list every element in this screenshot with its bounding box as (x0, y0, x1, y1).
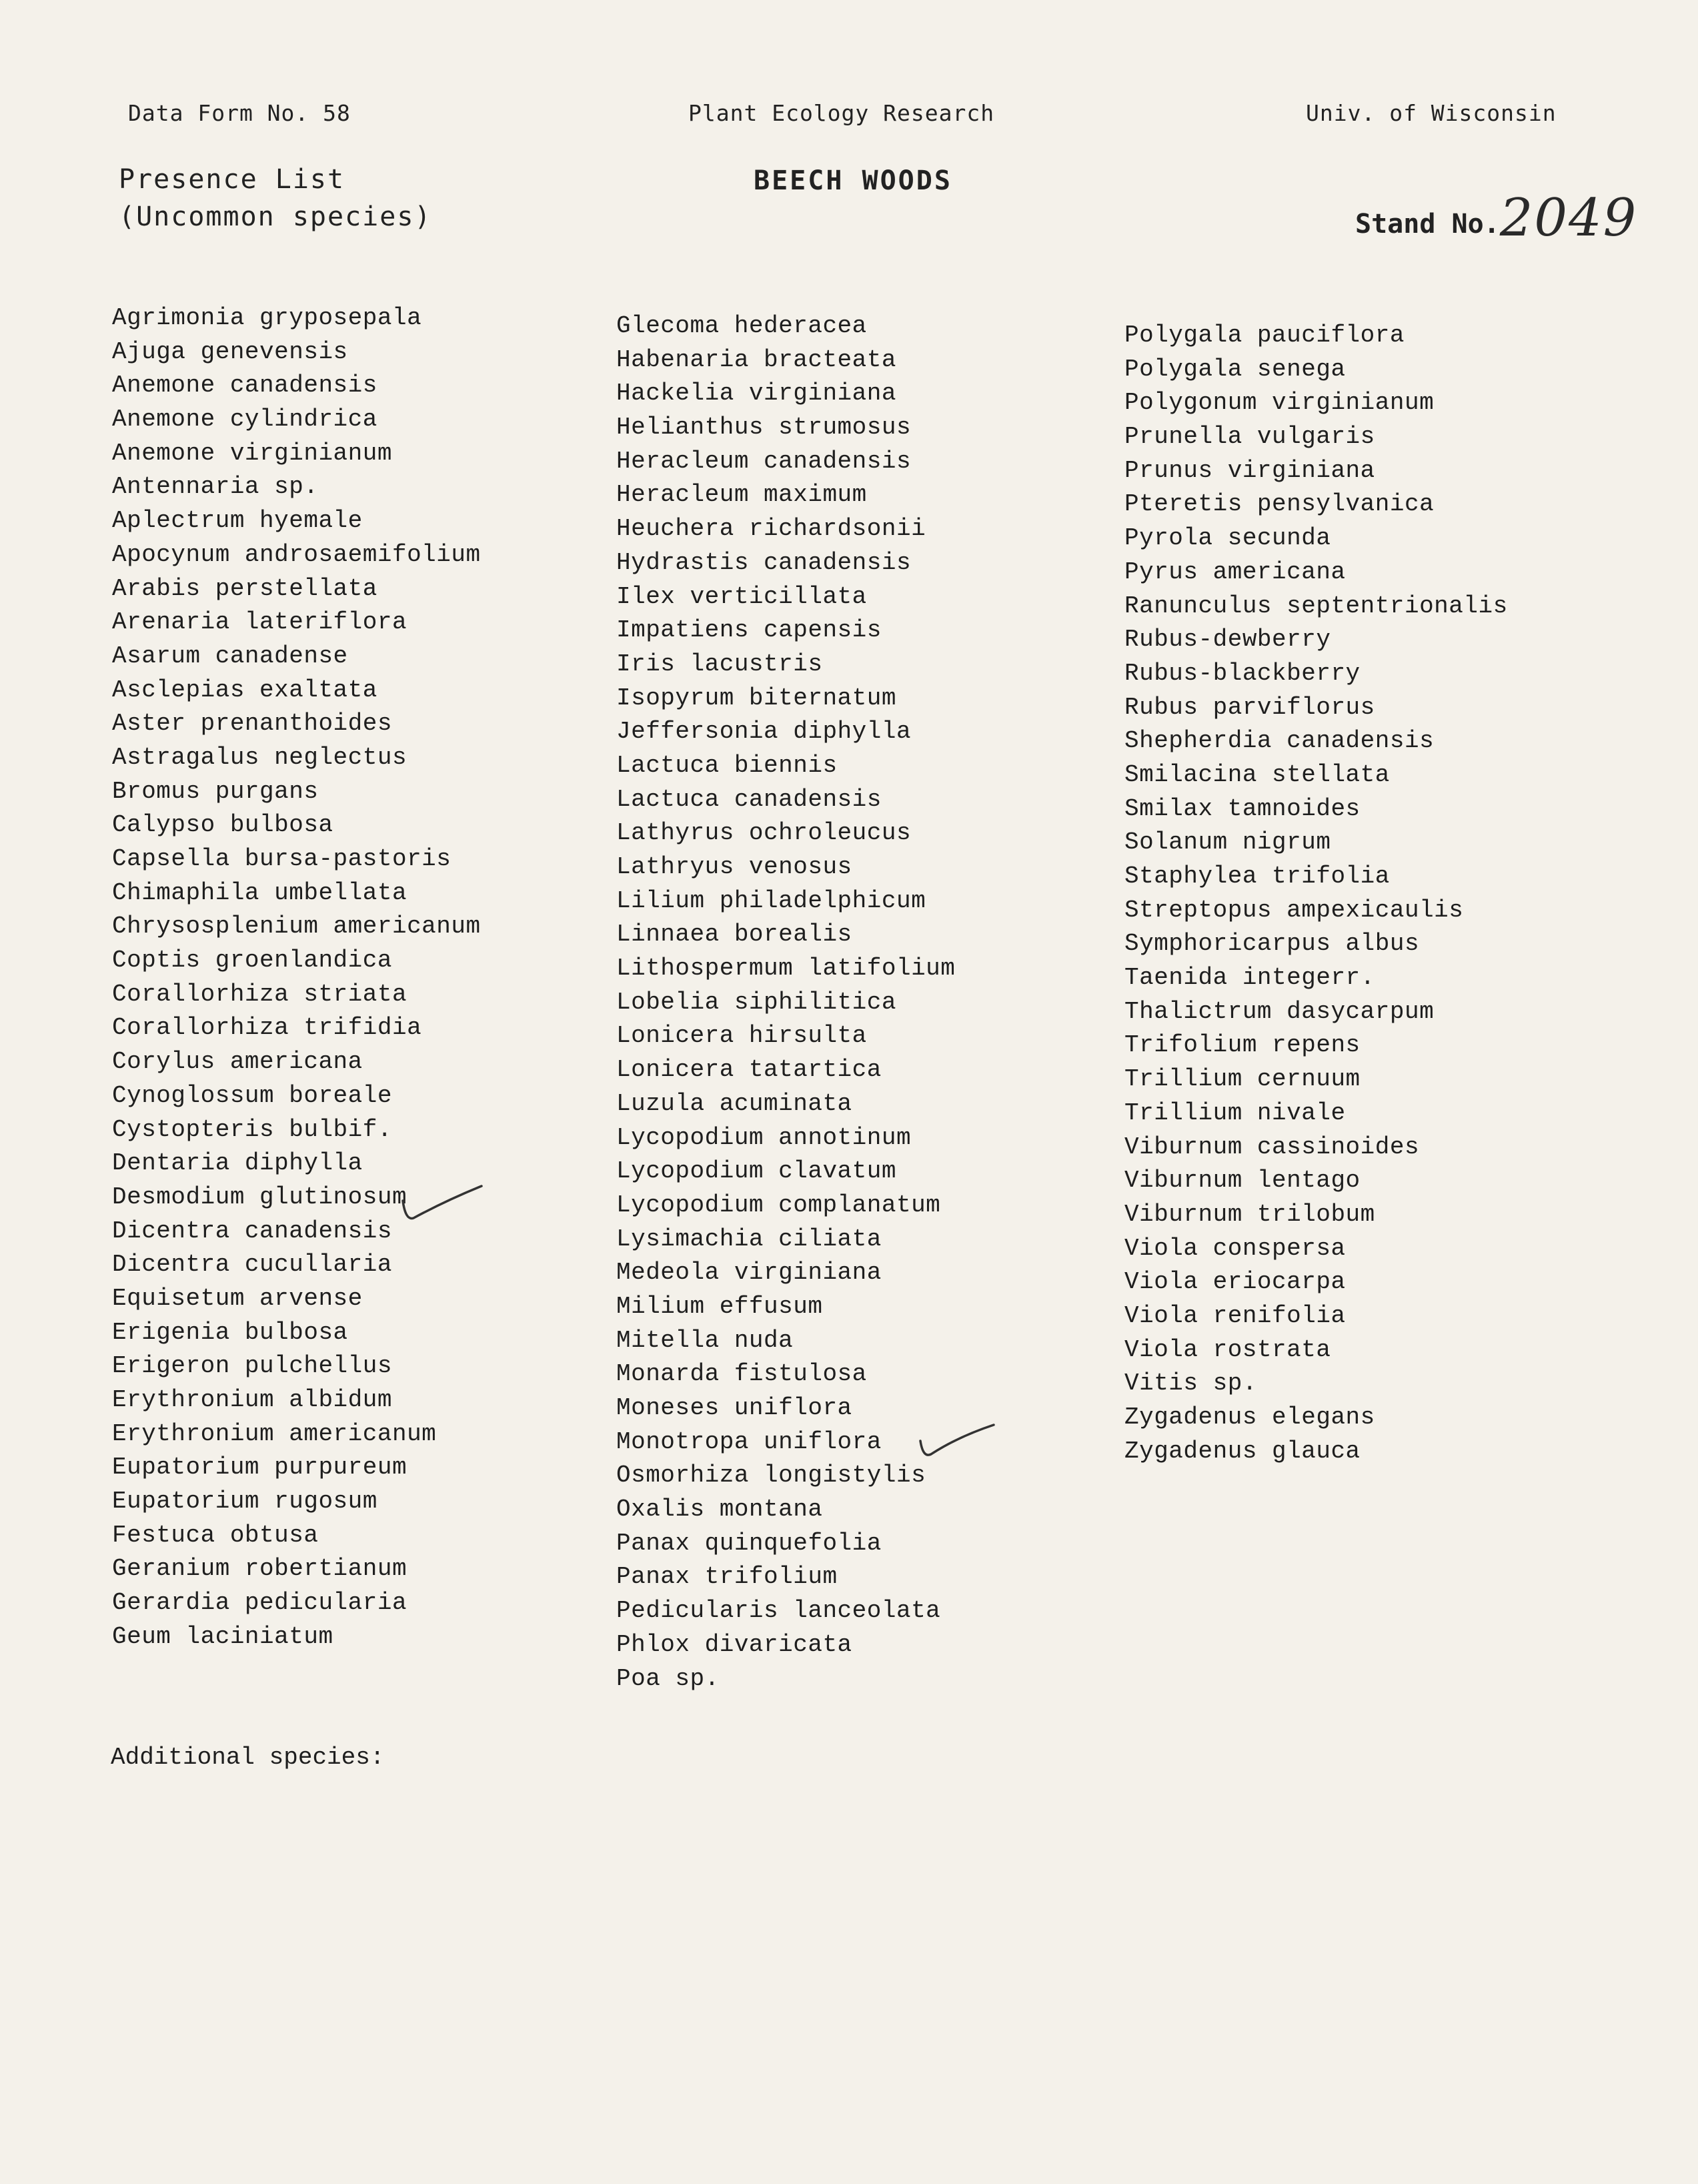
species-item: Asclepias exaltata (112, 676, 377, 704)
species-item: Monotropa uniflora (616, 1428, 882, 1456)
list-title: Presence List (119, 164, 345, 195)
species-item: Cystopteris bulbif. (112, 1115, 392, 1143)
species-column-3 (1124, 319, 1508, 1468)
check-mark-icon (918, 1421, 998, 1468)
species-item: Corallorhiza striata (112, 980, 407, 1008)
community-title: BEECH WOODS (754, 165, 952, 196)
species-item: Ilex verticillata (616, 582, 867, 610)
species-item: Solanum nigrum (1124, 829, 1331, 857)
species-item: Zygadenus glauca (1124, 1437, 1361, 1465)
species-item: Phlox divaricata (616, 1630, 852, 1658)
species-item: Astragalus neglectus (112, 743, 407, 771)
species-item: Pedicularis lanceolata (616, 1597, 941, 1625)
species-item: Cynoglossum boreale (112, 1081, 392, 1109)
species-item: Medeola virginiana (616, 1259, 882, 1287)
species-item: Calypso bulbosa (112, 811, 333, 839)
species-item: Erigenia bulbosa (112, 1318, 348, 1346)
stand-number-field (1355, 185, 1638, 248)
species-item: Apocynum androsaemifolium (112, 540, 481, 568)
stand-number-value: 2049 (1499, 188, 1638, 248)
species-item: Viburnum trilobum (1124, 1200, 1375, 1228)
species-item: Rubus-dewberry (1124, 626, 1331, 654)
species-item: Lithospermum latifolium (616, 955, 956, 983)
species-item: Pyrus americana (1124, 558, 1346, 586)
species-item: Helianthus strumosus (616, 414, 912, 442)
species-item: Polygonum virginianum (1124, 389, 1435, 417)
species-item: Geum laciniatum (112, 1622, 333, 1650)
species-item: Asarum canadense (112, 642, 348, 670)
species-item: Moneses uniflora (616, 1394, 852, 1422)
species-item: Trifolium repens (1124, 1031, 1361, 1059)
species-item: Capsella bursa-pastoris (112, 845, 452, 873)
species-column-2 (616, 310, 955, 1696)
species-item: Thalictrum dasycarpum (1124, 997, 1435, 1025)
species-item: Eupatorium purpureum (112, 1454, 407, 1482)
species-item: Viola renifolia (1124, 1301, 1346, 1329)
species-item: Erythronium americanum (112, 1420, 437, 1448)
species-item: Viola eriocarpa (1124, 1268, 1346, 1296)
species-item: Bromus purgans (112, 777, 319, 805)
species-item: Arenaria lateriflora (112, 608, 407, 636)
species-item: Shepherdia canadensis (1124, 727, 1435, 755)
species-item: Heracleum canadensis (616, 447, 912, 475)
species-item: Staphylea trifolia (1124, 863, 1390, 890)
species-item: Eupatorium rugosum (112, 1488, 377, 1516)
species-item: Lonicera hirsulta (616, 1022, 867, 1050)
species-item: Hydrastis canadensis (616, 548, 912, 576)
species-item: Luzula acuminata (616, 1089, 852, 1117)
species-item: Milium effusum (616, 1292, 823, 1320)
species-item: Impatiens capensis (616, 616, 882, 644)
species-item: Coptis groenlandica (112, 947, 392, 975)
species-item: Lonicera tatartica (616, 1056, 882, 1084)
species-item: Trillium cernuum (1124, 1065, 1361, 1093)
species-item: Viola conspersa (1124, 1234, 1346, 1262)
species-item: Habenaria bracteata (616, 346, 896, 374)
species-item: Anemone cylindrica (112, 406, 377, 434)
species-item: Heracleum maximum (616, 481, 867, 509)
species-item: Corylus americana (112, 1048, 363, 1076)
program-name: Plant Ecology Research (688, 100, 995, 126)
species-item: Prunella vulgaris (1124, 423, 1375, 451)
species-item: Lilium philadelphicum (616, 887, 926, 915)
species-item: Pyrola secunda (1124, 524, 1331, 552)
species-item: Pteretis pensylvanica (1124, 490, 1435, 518)
species-item: Monarda fistulosa (616, 1360, 867, 1388)
species-column-1 (112, 302, 481, 1654)
species-item: Polygala senega (1124, 355, 1346, 383)
species-item: Panax quinquefolia (616, 1529, 882, 1557)
species-item: Lobelia siphilitica (616, 988, 896, 1016)
additional-species-label: Additional species: (111, 1744, 385, 1771)
stand-number-label: Stand No. (1355, 209, 1500, 239)
form-number: Data Form No. 58 (128, 100, 351, 126)
species-item: Glecoma hederacea (616, 312, 867, 340)
species-item: Anemone canadensis (112, 372, 377, 400)
species-item: Erythronium albidum (112, 1386, 392, 1414)
species-item: Rubus parviflorus (1124, 693, 1375, 721)
species-item: Taenida integerr. (1124, 964, 1375, 992)
species-item: Dicentra canadensis (112, 1217, 392, 1245)
species-item: Lycopodium annotinum (616, 1123, 912, 1151)
species-item: Chimaphila umbellata (112, 879, 407, 907)
species-item: Anemone virginianum (112, 439, 392, 467)
species-item: Agrimonia gryposepala (112, 304, 422, 332)
species-item: Geranium robertianum (112, 1555, 407, 1583)
species-item: Trillium nivale (1124, 1099, 1346, 1127)
species-item: Oxalis montana (616, 1496, 823, 1524)
species-item: Isopyrum biternatum (616, 684, 896, 712)
species-item: Streptopus ampexicaulis (1124, 896, 1464, 924)
species-item: Panax trifolium (616, 1563, 838, 1591)
species-item: Prunus virginiana (1124, 456, 1375, 484)
species-item: Lactuca canadensis (616, 785, 882, 813)
species-item: Poa sp. (616, 1664, 720, 1692)
species-item: Gerardia pedicularia (112, 1589, 407, 1617)
species-item: Lycopodium complanatum (616, 1191, 941, 1219)
institution-name: Univ. of Wisconsin (1306, 100, 1557, 126)
list-subtitle: (Uncommon species) (119, 201, 432, 232)
species-item: Vitis sp. (1124, 1370, 1257, 1398)
species-item: Desmodium glutinosum (112, 1183, 407, 1211)
species-item: Chrysosplenium americanum (112, 913, 481, 941)
species-item: Smilax tamnoides (1124, 794, 1361, 823)
species-item: Lathryus venosus (616, 853, 852, 881)
species-item: Lycopodium clavatum (616, 1157, 896, 1185)
check-mark-icon (399, 1181, 486, 1227)
species-item: Lysimachia ciliata (616, 1225, 882, 1253)
species-item: Erigeron pulchellus (112, 1352, 392, 1380)
species-item: Heuchera richardsonii (616, 515, 926, 543)
species-item: Smilacina stellata (1124, 760, 1390, 788)
species-item: Osmorhiza longistylis (616, 1462, 926, 1490)
species-item: Ranunculus septentrionalis (1124, 592, 1508, 620)
species-item: Lathyrus ochroleucus (616, 819, 912, 847)
species-item: Hackelia virginiana (616, 380, 896, 408)
species-item: Aplectrum hyemale (112, 507, 363, 535)
species-item: Lactuca biennis (616, 751, 838, 779)
species-item: Dentaria diphylla (112, 1149, 363, 1177)
species-item: Viburnum cassinoides (1124, 1133, 1420, 1161)
species-item: Zygadenus elegans (1124, 1404, 1375, 1431)
species-item: Dicentra cucullaria (112, 1251, 392, 1279)
species-item: Antennaria sp. (112, 473, 319, 501)
species-item: Mitella nuda (616, 1326, 794, 1354)
species-item: Aster prenanthoides (112, 710, 392, 738)
species-item: Rubus-blackberry (1124, 659, 1361, 687)
species-item: Polygala pauciflora (1124, 322, 1405, 349)
species-item: Viola rostrata (1124, 1335, 1331, 1363)
species-item: Jeffersonia diphylla (616, 718, 912, 746)
species-item: Arabis perstellata (112, 574, 377, 602)
species-item: Equisetum arvense (112, 1284, 363, 1312)
species-item: Corallorhiza trifidia (112, 1014, 422, 1042)
species-item: Linnaea borealis (616, 921, 852, 949)
species-item: Iris lacustris (616, 650, 823, 678)
species-item: Viburnum lentago (1124, 1167, 1361, 1195)
species-item: Festuca obtusa (112, 1521, 319, 1549)
species-item: Symphoricarpus albus (1124, 930, 1420, 958)
species-item: Ajuga genevensis (112, 338, 348, 366)
